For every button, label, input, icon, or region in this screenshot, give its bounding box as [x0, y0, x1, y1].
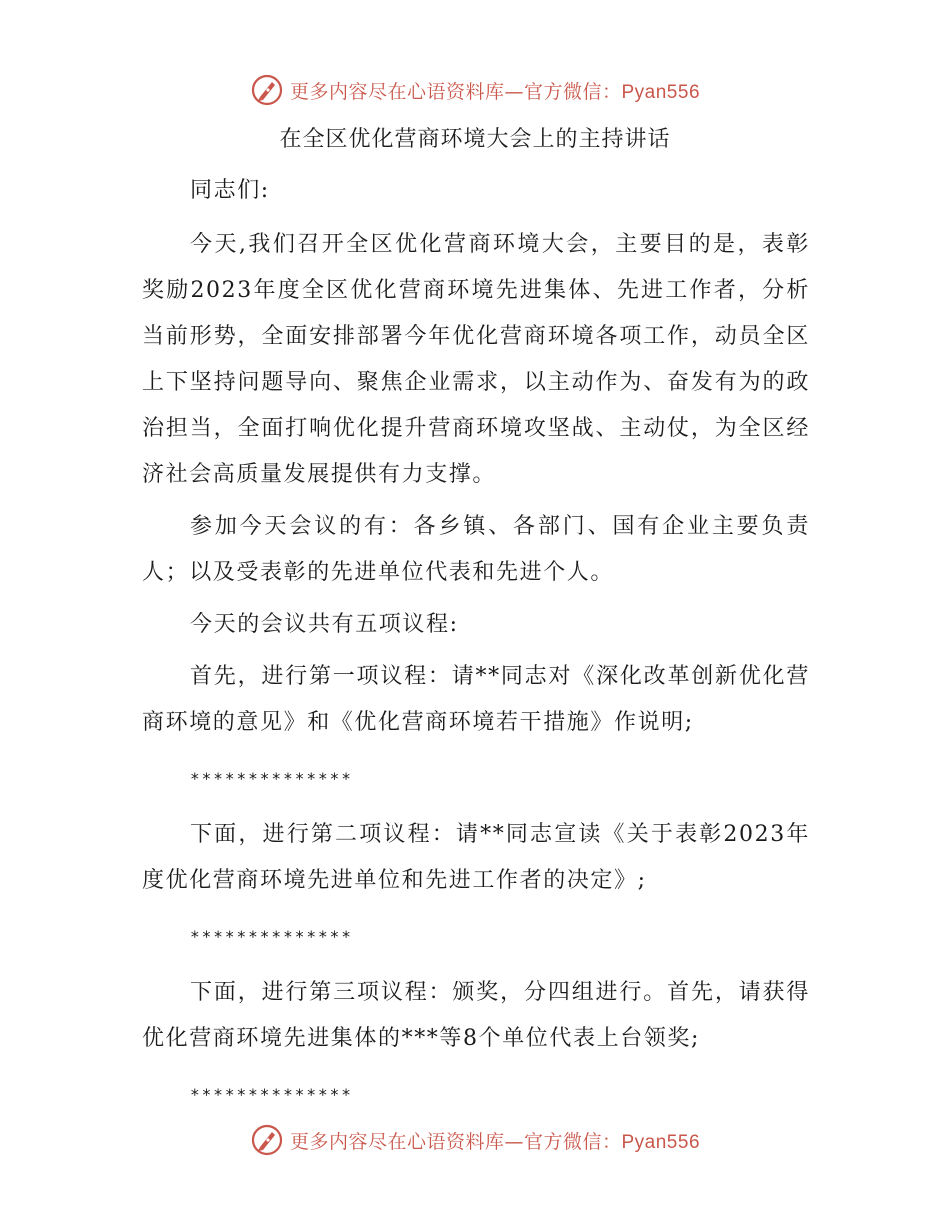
footer-watermark	[0, 1120, 950, 1160]
placeholder-stars: **************	[190, 769, 353, 788]
paragraph-agenda-item-2: 下面，进行第二项议程：请**同志宣读《关于表彰2023年度优化营商环境先进单位和先进工作者的决定》;	[142, 822, 810, 893]
placeholder-stars: **************	[190, 1085, 353, 1104]
document-title: 在全区优化营商环境大会上的主持讲话	[279, 127, 671, 152]
placeholder-stars: **************	[190, 927, 353, 946]
paragraph-agenda-item-3: 下面，进行第三项议程：颁奖，分四组进行。首先，请获得优化营商环境先进集体的***等8个单位代表上台领奖;	[142, 980, 810, 1051]
paragraph-agenda-item-1: 首先，进行第一项议程：请**同志对《深化改革创新优化营商环境的意见》和《优化营商环境若干措施》作说明;	[142, 664, 810, 735]
watermark-text: 更多内容尽在心语资料库—官方微信：Pyan556	[289, 1130, 701, 1153]
document-body	[142, 168, 810, 1128]
salutation: 同志们:	[190, 178, 270, 203]
paragraph-attendees: 参加今天会议的有：各乡镇、各部门、国有企业主要负责人；以及受表彰的先进单位代表和先进个人。	[142, 514, 810, 585]
watermark-text: 更多内容尽在心语资料库—官方微信：Pyan556	[289, 80, 701, 103]
pen-nib-logo-icon	[250, 73, 284, 107]
pen-nib-logo-icon	[250, 1123, 284, 1157]
paragraph-opening: 今天,我们召开全区优化营商环境大会，主要目的是，表彰奖励2023年度全区优化营商环境先进集体、先进工作者，分析当前形势，全面安排部署今年优化营商环境各项工作，动员全区上下坚持问题导向、聚焦企业需求，以主动作为、奋发有为的政治担当，全面打响优化提升营商环境攻坚战、主动仗，为全区经济社会高质量发展提供有力支撑。	[142, 232, 810, 487]
paragraph-agenda-intro: 今天的会议共有五项议程:	[190, 612, 459, 637]
header-watermark	[0, 70, 950, 110]
